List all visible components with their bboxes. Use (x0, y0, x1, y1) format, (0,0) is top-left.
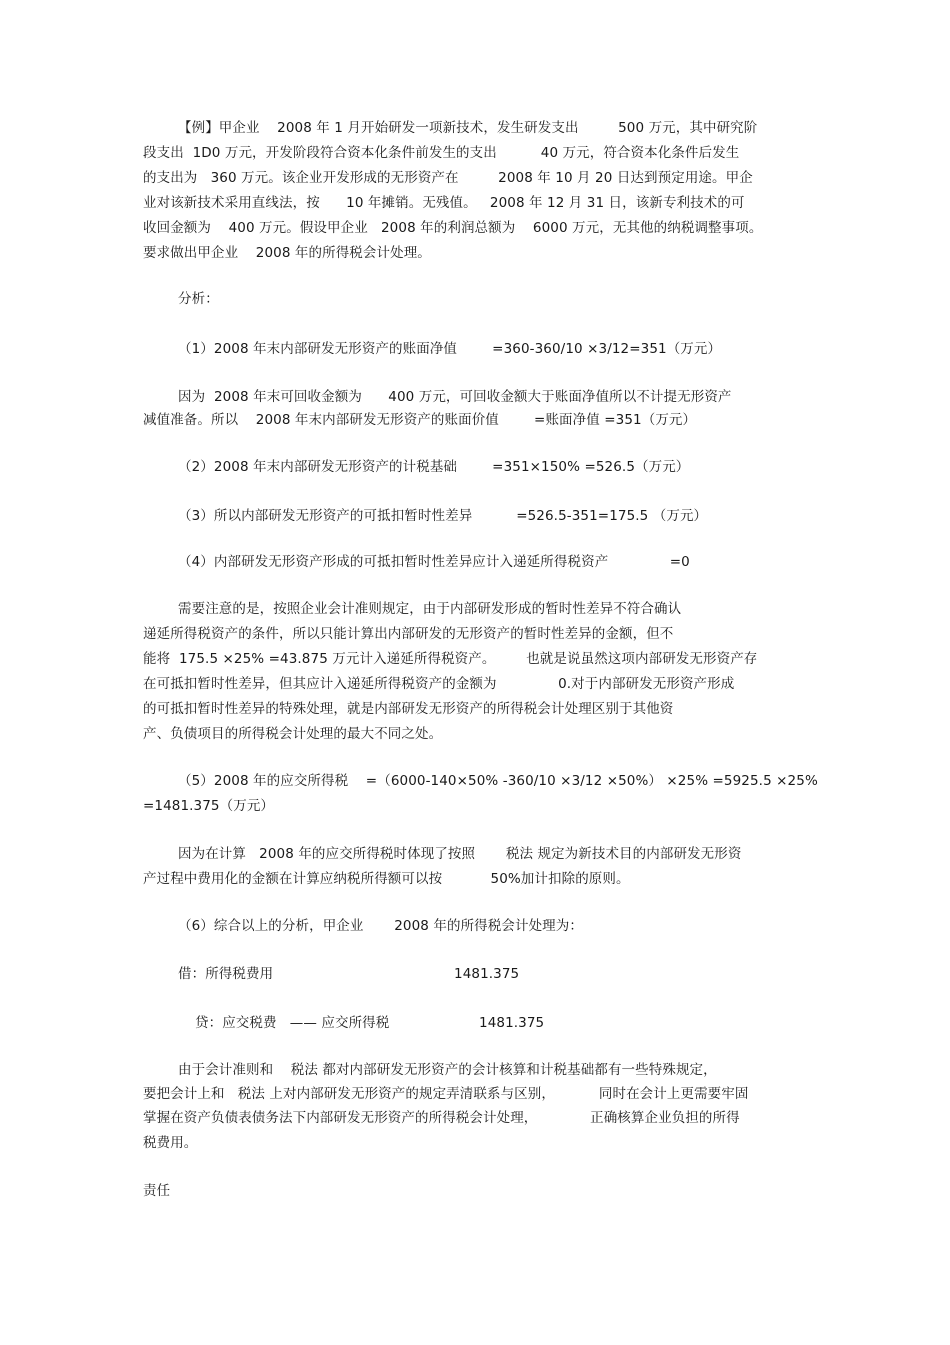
note-line-1: 需要注意的是，按照企业会计准则规定，由于内部研发形成的暂时性差异不符合确认 (178, 601, 682, 617)
note-line-2: 递延所得税资产的条件，所以只能计算出内部研发的无形资产的暂时性差异的金额，但不 (143, 626, 674, 642)
conclusion-line-2: 要把会计上和 税法 上对内部研发无形资产的规定弄清联系与区别， 同时在会计上更需要牢固 (143, 1086, 749, 1102)
example-line-2: 段支出 1D0 万元，开发阶段符合资本化条件前发生的支出 40 万元，符合资本化条件后发生 (143, 145, 740, 161)
because-1-line-1: 因为 2008 年末可回收金额为 400 万元，可回收金额大于账面净值所以不计提无形资产 (178, 389, 732, 405)
conclusion-line-1: 由于会计准则和 税法 都对内部研发无形资产的会计核算和计税基础都有一些特殊规定， (178, 1062, 717, 1078)
conclusion-line-4: 税费用。 (143, 1135, 198, 1151)
step-2: （2）2008 年末内部研发无形资产的计税基础 =351×150% =526.5（万元） (178, 459, 690, 475)
step-1: （1）2008 年末内部研发无形资产的账面净值 =360-360/10 ×3/12=351（万元） (178, 341, 722, 357)
example-line-4: 业对该新技术采用直线法，按 10 年摊销。无残值。 2008 年 12 月 31 日，该新专利技术的可 (143, 195, 745, 211)
example-line-6: 要求做出甲企业 2008 年的所得税会计处理。 (143, 245, 431, 261)
note-line-6: 产、负债项目的所得税会计处理的最大不同之处。 (143, 726, 443, 742)
example-line-1: 【例】甲企业 2008 年 1 月开始研发一项新技术，发生研发支出 500 万元，其中研究阶 (178, 120, 758, 136)
credit-amount: 1481.375 (479, 1015, 545, 1031)
because-2-line-1: 因为在计算 2008 年的应交所得税时体现了按照 税法 规定为新技术目的内部研发无形资 (178, 846, 742, 862)
note-line-4: 在可抵扣暂时性差异，但其应计入递延所得税资产的金额为 0.对于内部研发无形资产形成 (143, 676, 735, 692)
note-line-5: 的可抵扣暂时性差异的特殊处理，就是内部研发无形资产的所得税会计处理区别于其他资 (143, 701, 674, 717)
step-4: （4）内部研发无形资产形成的可抵扣暂时性差异应计入递延所得税资产 =0 (178, 554, 690, 570)
debit-label: 借：所得税费用 (178, 966, 274, 982)
conclusion-line-3: 掌握在资产负债表债务法下内部研发无形资产的所得税会计处理， 正确核算企业负担的所得 (143, 1110, 740, 1126)
step-5-line-1: （5）2008 年的应交所得税 =（6000-140×50% -360/10 ×3/12 ×50%） ×25% =5925.5 ×25% (178, 773, 818, 789)
example-line-5: 收回金额为 400 万元。假设甲企业 2008 年的利润总额为 6000 万元，无其他的纳税调整事项。 (143, 220, 763, 236)
step-6: （6）综合以上的分析，甲企业 2008 年的所得税会计处理为： (178, 918, 583, 934)
analysis-label: 分析： (178, 291, 219, 307)
example-line-3: 的支出为 360 万元。该企业开发形成的无形资产在 2008 年 10 月 20 日达到预定用途。甲企 (143, 170, 753, 186)
because-1-line-2: 减值准备。所以 2008 年末内部研发无形资产的账面价值 =账面净值 =351（万元） (143, 412, 697, 428)
step-5-line-2: =1481.375（万元） (143, 798, 275, 814)
because-2-line-2: 产过程中费用化的金额在计算应纳税所得额可以按 50%加计扣除的原则。 (143, 871, 630, 887)
debit-amount: 1481.375 (454, 966, 520, 982)
note-line-3: 能将 175.5 ×25% =43.875 万元计入递延所得税资产。 也就是说虽然这项内部研发无形资产存 (143, 651, 758, 667)
credit-label: 贷：应交税费 —— 应交所得税 (195, 1015, 390, 1031)
footer-word: 责任 (143, 1183, 171, 1199)
step-3: （3）所以内部研发无形资产的可抵扣暂时性差异 =526.5-351=175.5 （万元） (178, 508, 708, 524)
